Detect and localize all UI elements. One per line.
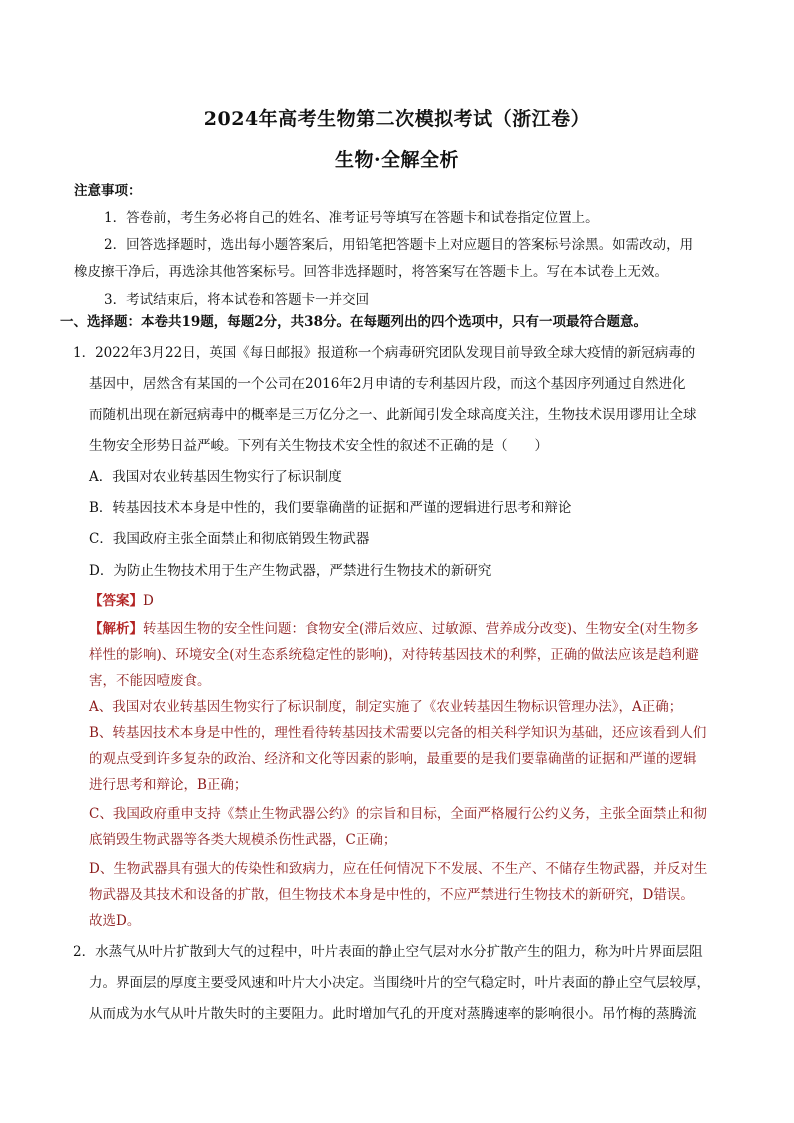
answer-value: D [143, 593, 154, 609]
notice-item: 橡皮擦干净后，再选涂其他答案标号。回答非选择题时，将答案写在答题卡上。写在本试卷上无效。 [74, 264, 668, 280]
question-stem: 1．2022年3月22日，英国《每日邮报》报道称一个病毒研究团队发现目前导致全球大疫情的新冠病毒的 [73, 345, 696, 361]
option-d: D．为防止生物技术用于生产生物武器，严禁进行生物技术的新研究 [89, 563, 492, 579]
question-stem: 力。界面层的厚度主要受风速和叶片大小决定。当围绕叶片的空气稳定时，叶片表面的静止空气层较厚， [89, 975, 710, 991]
notice-item: 2．回答选择题时，选出每小题答案后，用铅笔把答题卡上对应题目的答案标号涂黑。如需改动，用 [104, 237, 694, 253]
analysis-text: 的观点受到许多复杂的政治、经济和文化等因素的影响，最重要的是我们要靠确凿的证据和严谨的逻辑 [89, 751, 697, 767]
answer-line [89, 591, 154, 611]
answer-tag: 【答案】 [89, 593, 143, 609]
notice-item: 1．答卷前，考生务必将自己的姓名、准考证号等填写在答题卡和试卷指定位置上。 [104, 210, 599, 226]
question-stem: 生物安全形势日益严峻。下列有关生物技术安全性的叙述不正确的是（ ） [89, 438, 548, 454]
analysis-tag: 【解析】 [89, 621, 143, 637]
analysis-text: D、生物武器具有强大的传染性和致病力，应在任何情况下不发展、不生产、不储存生物武器，并反对生 [89, 861, 708, 877]
option-c: C．我国政府主张全面禁止和彻底销毁生物武器 [89, 531, 370, 547]
analysis-text: 物武器及其技术和设备的扩散，但生物技术本身是中性的，不应严禁进行生物技术的新研究，D错误。 [89, 887, 694, 903]
option-a: A．我国对农业转基因生物实行了标识制度 [89, 469, 342, 485]
analysis-text: 转基因生物的安全性问题：食物安全(滞后效应、过敏源、营养成分改变)、生物安全(对生物多 [143, 621, 699, 637]
page-title: 2024年高考生物第二次模拟考试（浙江卷） [203, 108, 591, 130]
analysis-text: A、我国对农业转基因生物实行了标识制度，制定实施了《农业转基因生物标识管理办法》，A正确； [89, 699, 683, 715]
analysis-text: 底销毁生物武器等各类大规模杀伤性武器，C正确； [89, 832, 397, 848]
section-heading: 一、选择题：本卷共19题，每题2分，共38分。在每题列出的四个选项中，只有一项最符合题意。 [60, 314, 647, 330]
notice-item: 3．考试结束后，将本试卷和答题卡一并交回 [104, 292, 370, 308]
analysis-line [89, 619, 699, 639]
analysis-text: B、转基因技术本身是中性的，理性看待转基因技术需要以完备的相关科学知识为基础，还应该看到人们 [89, 725, 707, 741]
page-subtitle: 生物·全解全析 [334, 149, 460, 171]
option-b: B．转基因技术本身是中性的，我们要靠确凿的证据和严谨的逻辑进行思考和辩论 [89, 500, 572, 516]
question-stem: 2．水蒸气从叶片扩散到大气的过程中，叶片表面的静止空气层对水分扩散产生的阻力，称为叶片界面层阻 [73, 944, 703, 960]
analysis-text: C、我国政府重申支持《禁止生物武器公约》的宗旨和目标，全面严格履行公约义务，主张全面禁止和彻 [89, 806, 707, 822]
question-stem: 从而成为水气从叶片散失时的主要阻力。此时增加气孔的开度对蒸腾速率的影响很小。吊竹梅的蒸腾流 [89, 1006, 697, 1022]
question-stem: 基因中，居然含有某国的一个公司在2016年2月申请的专利基因片段，而这个基因序列通过自然进化 [89, 376, 686, 392]
analysis-text: 样性的影响)、环境安全(对生态系统稳定性的影响)，对待转基因技术的利弊，正确的做法应该是趋利避 [89, 647, 699, 663]
analysis-text: 害，不能因噎废食。 [89, 673, 211, 689]
notice-heading: 注意事项： [74, 183, 142, 199]
analysis-text: 进行思考和辩论，B正确； [89, 777, 248, 793]
question-stem: 而随机出现在新冠病毒中的概率是三万亿分之一、此新闻引发全球高度关注，生物技术误用谬用让全球 [89, 407, 697, 423]
analysis-text: 故选D。 [89, 913, 141, 929]
